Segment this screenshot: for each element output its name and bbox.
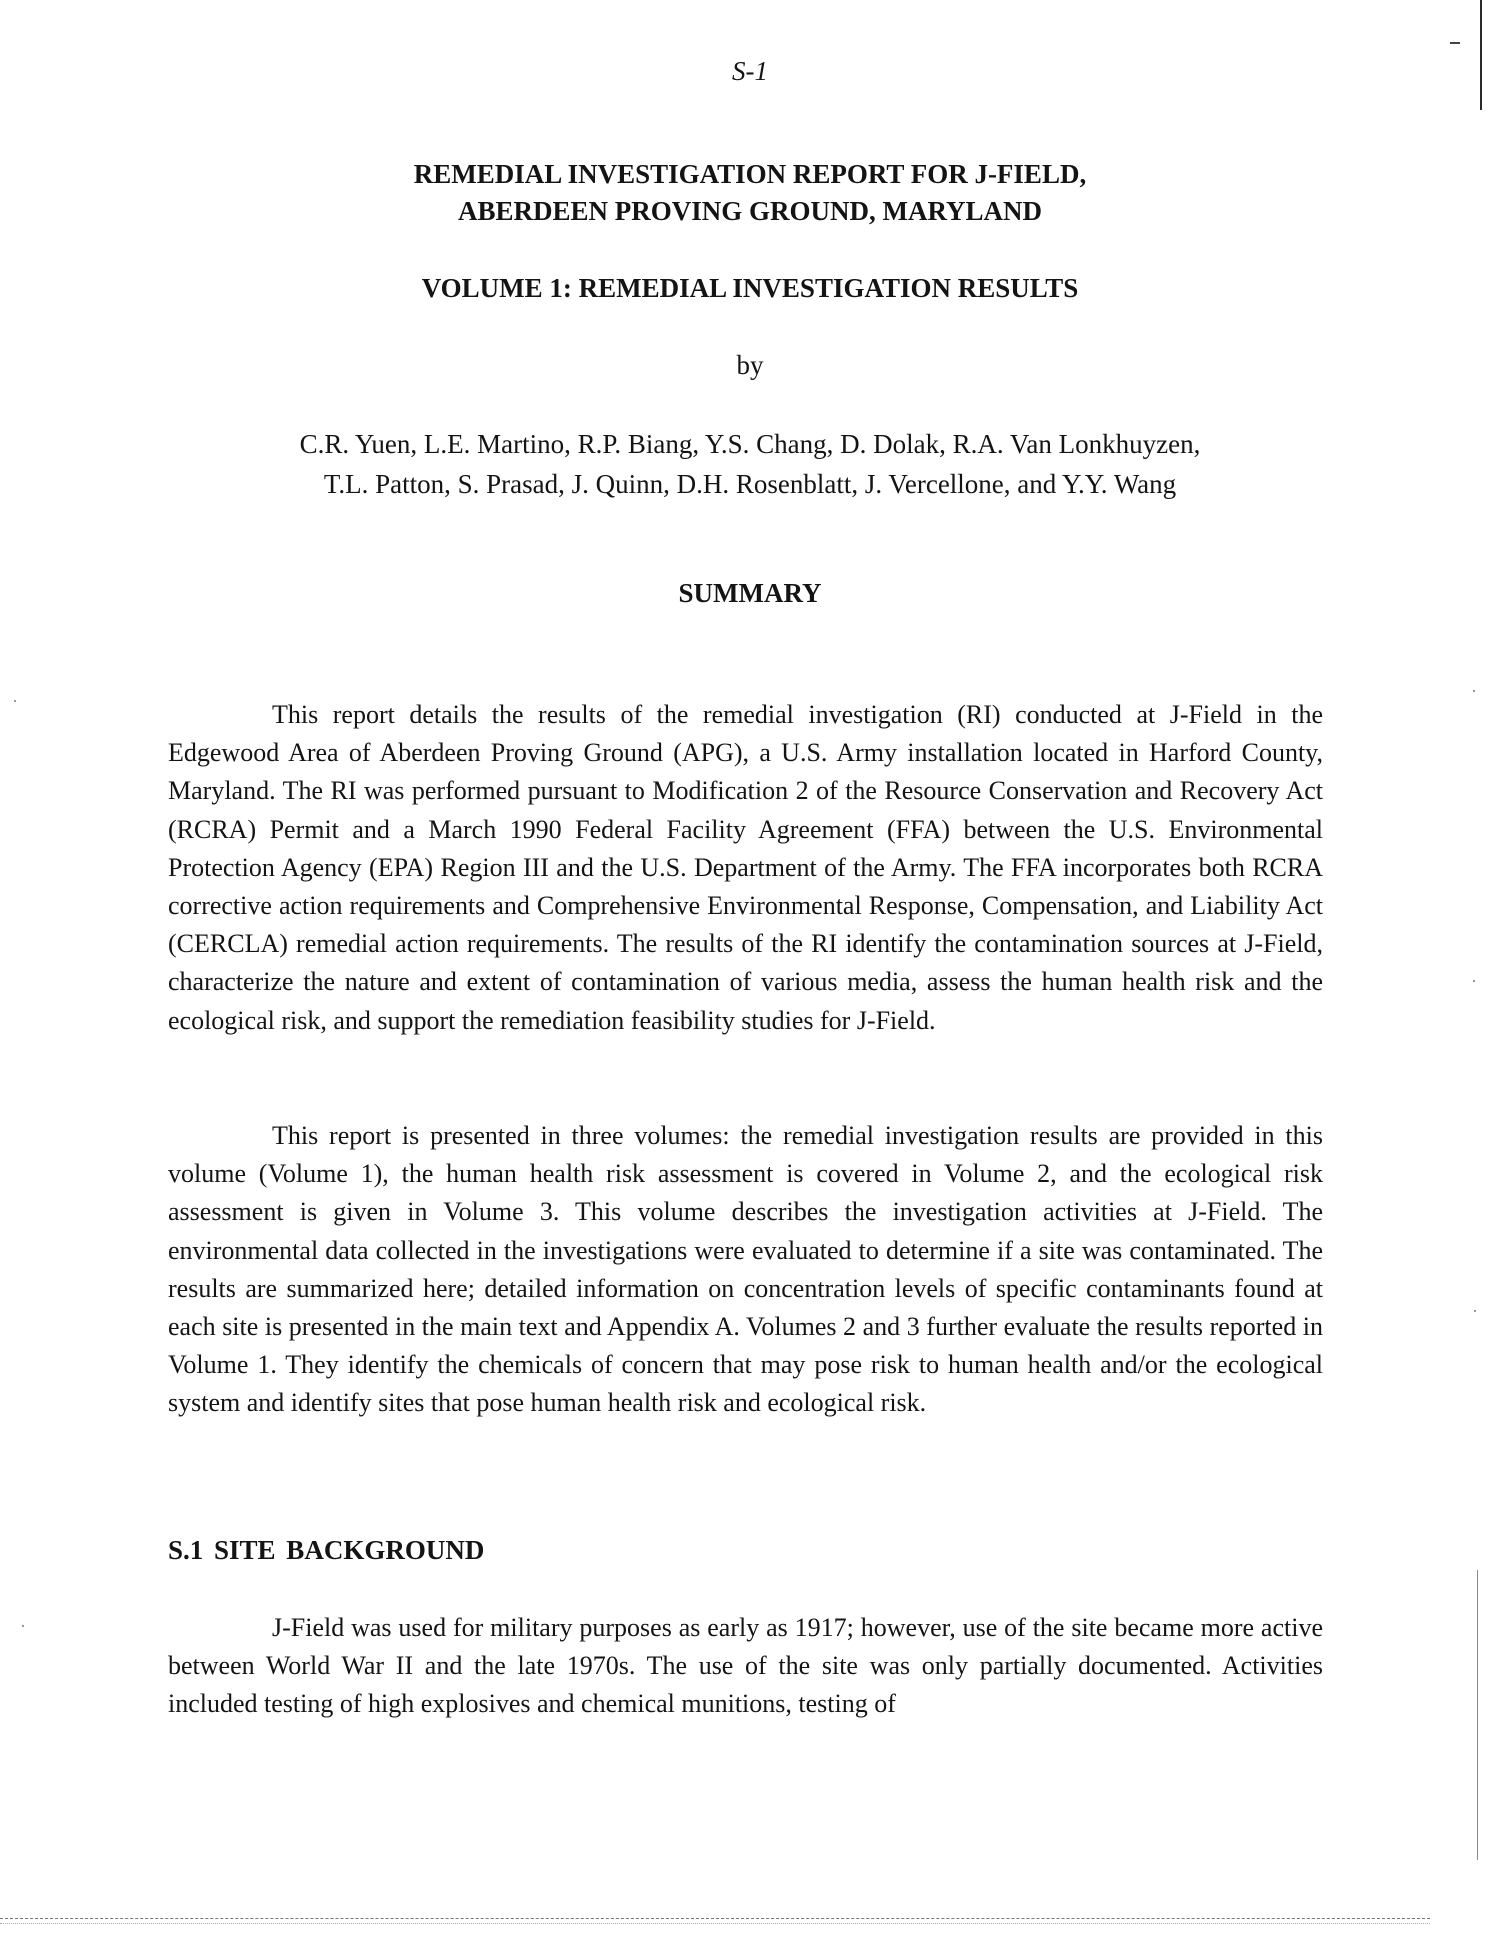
report-title-line-2: ABERDEEN PROVING GROUND, MARYLAND — [457, 196, 1043, 226]
scan-speck — [1473, 980, 1475, 982]
scan-bottom-artifact — [0, 1918, 1430, 1924]
summary-paragraph-1: This report details the results of the remedial investigation (RI) conducted at J-Field in the Edgewood Area of Aberdeen Proving Ground (APG), a U.S. Army installation located in Harford County, Maryland. The RI was performed pursuant to Modification 2 of the Resource Conservation and Recovery Act (RCRA) Permit and a March 1990 Federal Facility Agreement (FFA) between the U.S. Environmental Protection Agency (EPA) Region III and the U.S. Department of the Army. The FFA incorporates both RCRA corrective action requirements and Comprehensive Environmental Response, Compensation, and Liability Act (CERCLA) remedial action requirements. The results of the RI identify the contamination sources at J-Field, characterize the nature and extent of contamination of various media, assess the human health risk and the ecological risk, and support the remediation feasibility studies for J-Field. — [168, 700, 1323, 1035]
scan-speck — [1473, 690, 1475, 692]
summary-paragraph-2: This report is presented in three volumes: the remedial investigation results are provided in this volume (Volume 1), the human health risk assessment is covered in Volume 2, and the ecological risk assessment is given in Volume 3. This volume describes the investigation activities at J-Field. The environmental data collected in the investigations were evaluated to determine if a site was contaminated. The results are summarized here; detailed information on concentration levels of specific contaminants found at each site is presented in the main text and Appendix A. Volumes 2 and 3 further evaluate the results reported in Volume 1. They identify the chemicals of concern that may pose risk to human health and/or the ecological system and identify sites that pose human health risk and ecological risk. — [168, 1121, 1323, 1418]
scan-mark — [1450, 42, 1460, 44]
author-list — [0, 424, 1500, 504]
scan-speck — [1474, 1310, 1476, 1312]
scan-speck — [14, 700, 16, 702]
scan-speck — [22, 1625, 24, 1627]
by-line: by — [736, 350, 764, 380]
summary-heading: SUMMARY — [678, 578, 822, 608]
report-title — [0, 156, 1500, 230]
volume-title: VOLUME 1: REMEDIAL INVESTIGATION RESULTS — [421, 273, 1079, 303]
section-heading-site-background: S.1 SITE BACKGROUND — [168, 1535, 485, 1565]
author-list-line-2: T.L. Patton, S. Prasad, J. Quinn, D.H. Rosenblatt, J. Vercellone, and Y.Y. Wang — [323, 469, 1177, 499]
report-title-line-1: REMEDIAL INVESTIGATION REPORT FOR J-FIELD, — [413, 159, 1087, 189]
scan-edge-artifact — [1480, 0, 1482, 110]
site-background-paragraph: J-Field was used for military purposes as early as 1917; however, use of the site became more active between World War II and the late 1970s. The use of the site was only partially documented. Activities included testing of high explosives and chemical munitions, testing of — [168, 1613, 1323, 1719]
author-list-line-1: C.R. Yuen, L.E. Martino, R.P. Biang, Y.S. Chang, D. Dolak, R.A. Van Lonkhuyzen, — [299, 429, 1201, 459]
scan-edge-artifact — [1477, 1570, 1478, 1860]
page-number: S-1 — [732, 56, 768, 86]
